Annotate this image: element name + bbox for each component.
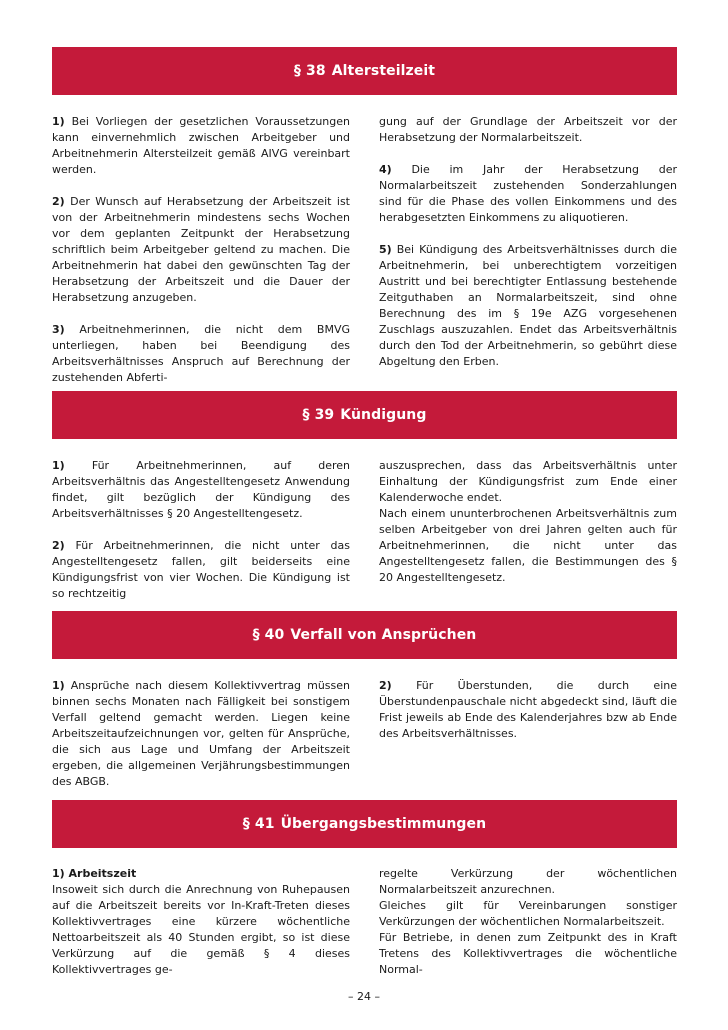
paragraph: Gleiches gilt für Vereinbarungen sonstiger Verkürzungen der wöchentlichen Normalarbeitszeit. [379, 899, 677, 928]
section-title: Kündigung [340, 407, 427, 423]
left-column [52, 458, 350, 618]
paragraph: 1) Arbeitszeit Insoweit sich durch die Anrechnung von Ruhepausen auf die Arbeitszeit bereits vor In-Kraft-Treten dieses Kollektivvertrages eine kürzere wöchentliche Nettoarbeitszeit als 40 Stunden ergibt, so ist diese Verkürzung auf die gemäß § 4 dieses Kollektivvertrages ge- [52, 867, 350, 976]
left-column [52, 678, 350, 806]
section-number: § 39 [302, 407, 335, 423]
page-number: – 24 – [348, 990, 380, 1003]
right-column [379, 114, 677, 386]
section-title: Verfall von Ansprüchen [290, 627, 477, 643]
paragraph: 1) Für Arbeitnehmerinnen, auf deren Arbeitsverhältnis das Angestelltengesetz Anwendung findet, gilt bezüglich der Kündigung des Arbeitsverhältnisses § 20 Angestelltengesetz. [52, 459, 350, 520]
section-header-39 [52, 391, 677, 439]
right-column [379, 678, 677, 758]
paragraph: regelte Verkürzung der wöchentlichen Normalarbeitszeit anzurechnen. [379, 867, 677, 896]
paragraph: Nach einem ununterbrochenen Arbeitsverhältnis zum selben Arbeitgeber von drei Jahren gelten auch für Arbeitnehmerinnen, die nicht unter das Angestelltengesetz fallen, die Bestimmungen des § 20 Angestelltengesetz. [379, 507, 677, 584]
section-number: § 38 [293, 63, 326, 79]
paragraph: Für Betriebe, in denen zum Zeitpunkt des in Kraft Tretens des Kollektivvertrages die wöchentliche Normal- [379, 931, 677, 976]
paragraph: 3) Arbeitnehmerinnen, die nicht dem BMVG unterliegen, haben bei Beendigung des Arbeitsverhältnisses Anspruch auf Berechnung der zustehenden Abferti- [52, 323, 351, 384]
section-title: Altersteilzeit [331, 63, 436, 79]
paragraph: 1) Bei Vorliegen der gesetzlichen Voraussetzungen kann einvernehmlich zwischen Arbeitgeber und Arbeitnehmerin Altersteilzeit gemäß AIVG vereinbart werden. [52, 115, 351, 176]
paragraph: 2) Der Wunsch auf Herabsetzung der Arbeitszeit ist von der Arbeitnehmerin mindestens sechs Wochen vor dem geplanten Zeitpunkt der Herabsetzung schriftlich beim Arbeitgeber geltend zu machen. Die Arbeitnehmerin hat dabei den gewünschten Tag der Herabsetzung der Arbeitszeit und die Dauer der Herabsetzung anzugeben. [52, 195, 350, 304]
paragraph: 2) Für Arbeitnehmerinnen, die nicht unter das Angestelltengesetz fallen, gilt beiderseits eine Kündigungsfrist von vier Wochen. Die Kündigung ist so rechtzeitig [52, 539, 350, 600]
section-number: § 41 [242, 816, 275, 832]
paragraph: auszusprechen, dass das Arbeitsverhältnis unter Einhaltung der Kündigungsfrist zum Ende einer Kalenderwoche endet. [379, 459, 677, 504]
section-header-40 [52, 611, 677, 659]
left-column [52, 114, 350, 402]
paragraph: 4) Die im Jahr der Herabsetzung der Normalarbeitszeit zustehenden Sonderzahlungen sind für die Phase des vollen Einkommens und des herabgesetzten Einkommens zu aliquotieren. [379, 163, 678, 224]
paragraph: 2) Für Überstunden, die durch eine Überstundenpauschale nicht abgedeckt sind, läuft die Frist jeweils ab Ende des Kalenderjahres bzw ab Ende des Arbeitsverhältnisses. [379, 679, 677, 740]
right-column [379, 866, 677, 978]
paragraph: gung auf der Grundlage der Arbeitszeit vor der Herabsetzung der Normalarbeitszeit. [379, 115, 677, 144]
section-header-38 [52, 47, 677, 95]
paragraph: 1) Ansprüche nach diesem Kollektivvertrag müssen binnen sechs Monaten nach Fälligkeit bei sonstigem Verfall geltend gemacht werden. Liegen keine Arbeitszeitaufzeichnungen vor, gelten für Ansprüche, die sich aus Lage und Umfang der Arbeitszeit ergeben, die allgemeinen Verjährungsbestimmungen des ABGB. [52, 679, 350, 788]
section-header-41 [52, 800, 677, 848]
paragraph: 5) Bei Kündigung des Arbeitsverhältnisses durch die Arbeitnehmerin, bei unberechtigtem vorzeitigen Austritt und bei berechtigter Entlassung bestehende Zeitguthaben an Normalarbeitszeit, sind ohne Berechnung des im § 19e AZG vorgesehenen Zuschlags auszuzahlen. Endet das Arbeitsverhältnis durch den Tod der Arbeitnehmerin, so gebührt diese Abgeltung den Erben. [379, 243, 677, 368]
section-title: Übergangsbestimmungen [280, 816, 487, 832]
right-column [379, 458, 677, 602]
section-number: § 40 [252, 627, 285, 643]
left-column [52, 866, 350, 994]
